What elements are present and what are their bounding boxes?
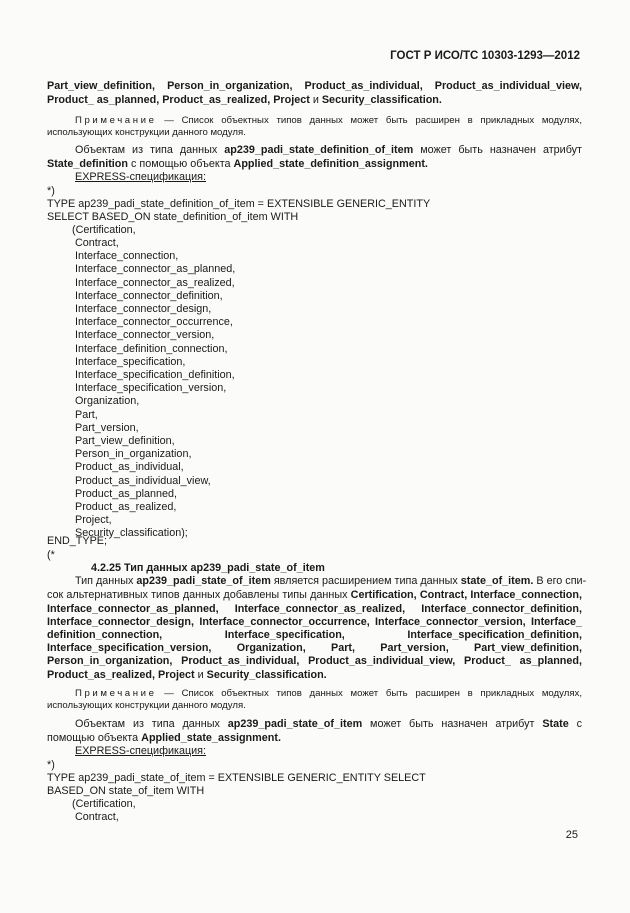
para-3-line-2: сок альтернативных типов данных добавлены типы данных Certification, Contract, Interface_connection,	[47, 589, 582, 601]
code-block-1: *) TYPE ap239_padi_state_definition_of_item = EXTENSIBLE GENERIC_ENTITY SELECT BASED_ON state_definition_of_item WITH	[47, 185, 431, 224]
para-2-line-1: Объектам из типа данных ap239_padi_state_definition_of_item может быть назначен атрибут	[75, 144, 582, 156]
note-2-line-1: Примечание — Список объектных типов данных может быть расширен в прикладных модулях,	[75, 688, 582, 699]
para-4-line-2: помощью объекта Applied_state_assignment.	[47, 732, 281, 744]
page-number: 25	[565, 829, 578, 841]
para-3-line-3: Interface_connector_as_planned, Interface_connector_as_realized, Interface_connector_definition,	[47, 603, 582, 615]
code-comment-open: (*	[47, 549, 55, 561]
note-1-line-2: использующих конструкции данного модуля.	[47, 127, 246, 138]
para-3-line-8: Product_as_realized, Project и Security_classification.	[47, 669, 327, 681]
express-label-1: EXPRESS-спецификация:	[75, 171, 207, 183]
para-3-line-1: Тип данных ap239_padi_state_of_item является расширением типа данных state_of_item. В его спи-	[75, 575, 587, 587]
page-header: ГОСТ Р ИСО/ТС 10303-1293—2012	[390, 50, 580, 62]
code-open-paren-2: (Certification,	[72, 798, 136, 810]
para-4-line-1: Объектам из типа данных ap239_padi_state_of_item может быть назначен атрибут State с	[75, 718, 582, 730]
code-open-paren: (Certification,	[72, 224, 136, 236]
express-label-2: EXPRESS-спецификация:	[75, 745, 207, 757]
para-2-line-2: State_definition с помощью объекта Applied_state_definition_assignment.	[47, 158, 428, 170]
section-heading: 4.2.25 Тип данных ap239_padi_state_of_item	[91, 562, 325, 574]
code-end-type: END_TYPE;	[47, 535, 107, 547]
code-items-list-2: Contract,	[75, 811, 119, 823]
para-3-line-4: Interface_connector_design, Interface_connector_occurrence, Interface_connector_version, Interface_	[47, 616, 582, 628]
code-items-list-1: Contract, Interface_connection, Interface_connector_as_planned, Interface_connector_as_realized, Interface_connector_definition, Interface_connector_design, Interface_connector_occurrence, Interface_connector_version, Interface_definition_connection, Interface_specification, Interface_specification_definition, Interface_specification_version, Organization, Part, Part_version, Part_view_definition, Person_in_organization, Product_as_individual, Product_as_individual_view, Product_as_planned, Product_as_realized, Project, Security_classification);	[75, 237, 236, 540]
para-3-line-7: Person_in_organization, Product_as_individual, Product_as_individual_view, Product_ as_planned,	[47, 655, 582, 667]
code-block-2: *) TYPE ap239_padi_state_of_item = EXTENSIBLE GENERIC_ENTITY SELECT BASED_ON state_of_item WITH	[47, 759, 426, 798]
note-1-line-1: Примечание — Список объектных типов данных может быть расширен в прикладных модулях,	[75, 115, 582, 126]
para-3-line-5: definition_connection, Interface_specification, Interface_specification_definition,	[47, 629, 582, 641]
para-1-line-1: Part_view_definition, Person_in_organization, Product_as_individual, Product_as_individual_view,	[47, 80, 582, 92]
para-3-line-6: Interface_specification_version, Organization, Part, Part_version, Part_view_definition,	[47, 642, 582, 654]
note-2-line-2: использующих конструкции данного модуля.	[47, 700, 246, 711]
para-1-line-2: Product_ as_planned, Product_as_realized, Project и Security_classification.	[47, 94, 442, 106]
